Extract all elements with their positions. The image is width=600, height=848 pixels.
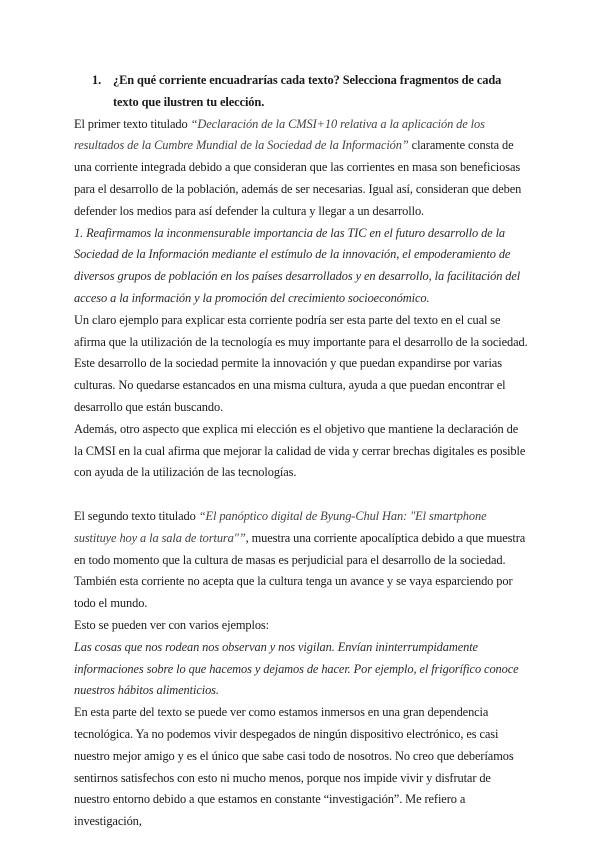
paragraph-spacer	[74, 484, 528, 506]
text1-quote: 1. Reafirmamos la inconmensurable importancia de las TIC en el futuro desarrollo de la Sociedad de la Información mediante el estímulo de la innovación, el empoderamiento de diversos grupos de población en los países desarrollados y en desarrollo, la facilitación del acceso a la información y la promoción del crecimiento socioeconómico.	[74, 225, 521, 305]
text2-quote: Las cosas que nos rodean nos observan y nos vigilan. Envían ininterrumpidamente informaciones sobre lo que hacemos y dejamos de hacer. Por ejemplo, el frigorífico conoce nuestros hábitos alimenticios.	[74, 639, 519, 698]
text1-intro-post: claramente consta de una corriente integrada debido a que consideran que las corrientes en masa son beneficiosas para el desarrollo de la población, además de ser necesarias. Igual así, consideran que deben defender los medios para así defender la cultura y llegar a un desarrollo.	[74, 138, 522, 218]
question-number: 1.	[92, 73, 102, 87]
question-heading	[74, 70, 528, 114]
text2-title: “El panóptico digital de Byung-Chul Han: "El smartphone sustituye hoy a la sala de tortura"”	[74, 508, 487, 545]
text2-explanation: En esta parte del texto se puede ver como estamos inmersos en una gran dependencia tecnológica. Ya no podemos vivir despegados de ningún dispositivo electrónico, es casi nuestro mejor amigo y es el único que sabe casi todo de nosotros. No creo que deberíamos sentirnos satisfechos con esto ni mucho menos, porque nos impide vivir y disfrutar de nuestro entorno debido a que estamos en constante “investigación”. Me refiero a investigación,	[74, 705, 514, 829]
text2-intro-post: , muestra una corriente apocalíptica debido a que muestra en todo momento que la cultura de masas es perjudicial para el desarrollo de la sociedad. También esta corriente no acepta que la cultura tenga un avance y se vaya esparciendo por todo el mundo.	[74, 530, 526, 611]
text2-intro-pre: El segundo texto titulado	[74, 508, 199, 523]
text1-title: “Declaración de la CMSI+10 relativa a la aplicación de los resultados de la Cumbre Mundial de la Sociedad de la Información”	[74, 116, 485, 153]
text1-intro-pre: El primer texto titulado	[74, 116, 191, 131]
text1-explanation: Un claro ejemplo para explicar esta corriente podría ser esta parte del texto en el cual se afirma que la utilización de la tecnología es muy importante para el desarrollo de la sociedad. Este desarrollo de la sociedad permite la innovación y que puedan expandirse por varias culturas. No quedarse estancados en una misma cultura, ayuda a que puedan encontrar el desarrollo que están buscando.	[74, 312, 528, 414]
text2-examples-intro: Esto se pueden ver con varios ejemplos:	[74, 617, 269, 632]
text1-intro-paragraph	[74, 114, 528, 223]
text1-further: Además, otro aspecto que explica mi elección es el objetivo que mantiene la declaración de la CMSI en la cual afirma que mejorar la calidad de vida y cerrar brechas digitales es posible con ayuda de la utilización de las tecnologías.	[74, 421, 526, 480]
text2-intro-paragraph	[74, 506, 528, 615]
question-text: ¿En qué corriente encuadrarías cada texto? Selecciona fragmentos de cada texto que ilustren tu elección.	[113, 73, 502, 109]
